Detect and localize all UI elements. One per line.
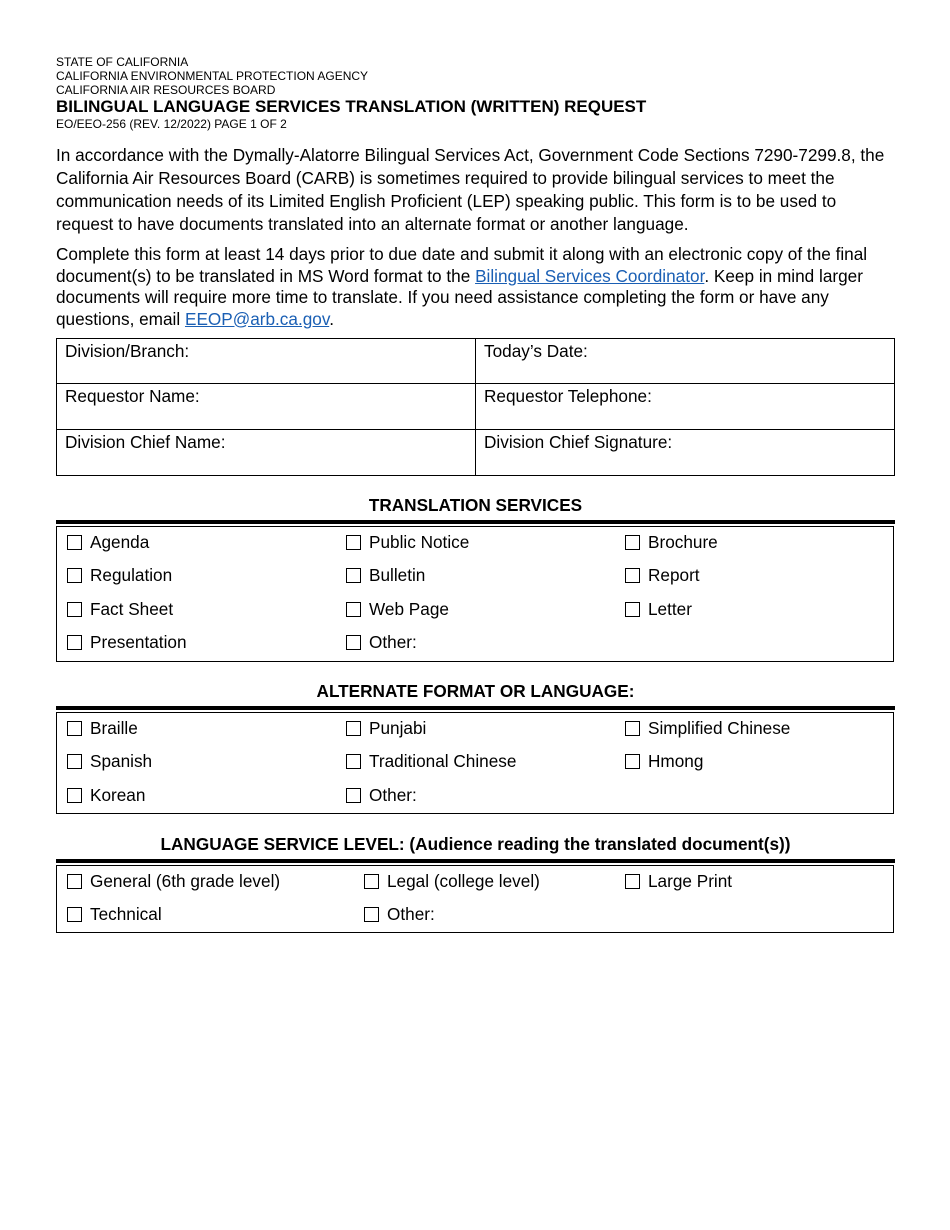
checkbox-large-print[interactable] (625, 874, 640, 889)
checkbox-level-other[interactable] (364, 907, 379, 922)
option-language-other-label: Other: (369, 785, 417, 805)
todays-date-label: Today’s Date: (484, 341, 588, 361)
option-fact-sheet-label: Fact Sheet (90, 599, 174, 619)
option-presentation[interactable] (67, 632, 187, 652)
option-large-print[interactable] (625, 871, 732, 891)
option-brochure-label: Brochure (648, 532, 718, 552)
option-level-other-label: Other: (387, 904, 435, 924)
intro-paragraph-2 (56, 244, 895, 330)
option-regulation[interactable] (67, 565, 172, 585)
checkbox-web-page[interactable] (346, 602, 361, 617)
option-level-other[interactable] (364, 904, 435, 924)
checkbox-public-notice[interactable] (346, 535, 361, 550)
checkbox-report[interactable] (625, 568, 640, 583)
option-hmong-label: Hmong (648, 751, 704, 771)
option-general-label: General (6th grade level) (90, 871, 281, 891)
checkbox-simplified-chinese[interactable] (625, 721, 640, 736)
option-simplified-chinese[interactable] (625, 718, 790, 738)
option-letter-label: Letter (648, 599, 692, 619)
intro-paragraph-2-part-2: . Keep in mind larger documents will require more time to translate. If you need assistance completing the form or have any questions, email (56, 265, 863, 329)
option-spanish-label: Spanish (90, 751, 153, 771)
agency-state: STATE OF CALIFORNIA (56, 55, 189, 69)
service-level-box (56, 865, 894, 933)
checkbox-hmong[interactable] (625, 754, 640, 769)
requestor-telephone-field[interactable] (476, 384, 895, 430)
option-general[interactable] (67, 871, 280, 891)
translation-services-box (56, 526, 894, 662)
intro-paragraph-2-part-1: Complete this form at least 14 days prior to due date and submit it along with an electronic copy of the final document(s) to be translated in MS Word format to the (56, 244, 868, 286)
option-traditional-chinese[interactable] (346, 751, 516, 771)
option-report[interactable] (625, 565, 700, 585)
checkbox-language-other[interactable] (346, 788, 361, 803)
option-agenda-label: Agenda (90, 532, 150, 552)
option-translation-other[interactable] (346, 632, 417, 652)
option-punjabi[interactable] (346, 718, 426, 738)
option-braille[interactable] (67, 718, 138, 738)
division-chief-signature-label: Division Chief Signature: (484, 432, 673, 452)
intro-paragraph-1: In accordance with the Dymally-Alatorre Bilingual Services Act, Government Code Sections 7290-7299.8, the California Air Resources Board (CARB) is sometimes required to provide bilingual services to meet the communication needs of its Limited English Proficient (LEP) speaking public. This form is to be used to request to have documents translated into an alternate format or another language. (56, 145, 885, 234)
division-chief-name-field[interactable] (57, 430, 476, 476)
division-branch-field[interactable] (57, 339, 476, 384)
option-public-notice-label: Public Notice (369, 532, 470, 552)
option-presentation-label: Presentation (90, 632, 187, 652)
checkbox-spanish[interactable] (67, 754, 82, 769)
requestor-name-label: Requestor Name: (65, 386, 200, 406)
option-legal-label: Legal (college level) (387, 871, 540, 891)
checkbox-punjabi[interactable] (346, 721, 361, 736)
checkbox-presentation[interactable] (67, 635, 82, 650)
service-level-section (56, 834, 895, 933)
checkbox-bulletin[interactable] (346, 568, 361, 583)
checkbox-general[interactable] (67, 874, 82, 889)
division-chief-signature-field[interactable] (476, 430, 895, 476)
checkbox-translation-other[interactable] (346, 635, 361, 650)
option-fact-sheet[interactable] (67, 599, 173, 619)
option-regulation-label: Regulation (90, 565, 173, 585)
option-bulletin[interactable] (346, 565, 425, 585)
option-language-other[interactable] (346, 785, 417, 805)
checkbox-technical[interactable] (67, 907, 82, 922)
option-korean-label: Korean (90, 785, 146, 805)
form-header (56, 55, 895, 132)
todays-date-field[interactable] (476, 339, 895, 384)
checkbox-fact-sheet[interactable] (67, 602, 82, 617)
option-large-print-label: Large Print (648, 871, 733, 891)
option-agenda[interactable] (67, 532, 149, 552)
option-web-page-label: Web Page (369, 599, 449, 619)
agency-calepa: CALIFORNIA ENVIRONMENTAL PROTECTION AGENCY (56, 69, 369, 83)
form-page (56, 55, 895, 933)
intro-paragraph-2-part-3: . (329, 308, 334, 329)
option-braille-label: Braille (90, 718, 138, 738)
alternate-format-section (56, 681, 895, 814)
option-punjabi-label: Punjabi (369, 718, 427, 738)
checkbox-regulation[interactable] (67, 568, 82, 583)
option-letter[interactable] (625, 599, 692, 619)
division-branch-label: Division/Branch: (65, 341, 190, 361)
option-korean[interactable] (67, 785, 145, 805)
translation-services-title: TRANSLATION SERVICES (368, 495, 583, 515)
alternate-format-title: ALTERNATE FORMAT OR LANGUAGE: (316, 681, 635, 701)
checkbox-legal[interactable] (364, 874, 379, 889)
option-web-page[interactable] (346, 599, 449, 619)
option-public-notice[interactable] (346, 532, 469, 552)
option-technical-label: Technical (90, 904, 162, 924)
checkbox-letter[interactable] (625, 602, 640, 617)
agency-carb: CALIFORNIA AIR RESOURCES BOARD (56, 83, 276, 97)
translation-services-section (56, 495, 895, 662)
requestor-info-table (56, 338, 895, 476)
checkbox-agenda[interactable] (67, 535, 82, 550)
checkbox-korean[interactable] (67, 788, 82, 803)
checkbox-traditional-chinese[interactable] (346, 754, 361, 769)
email-link[interactable]: EEOP@arb.ca.gov (184, 308, 330, 329)
option-report-label: Report (648, 565, 700, 585)
bilingual-coordinator-link[interactable]: Bilingual Services Coordinator (475, 265, 705, 286)
form-id: EO/EEO-256 (REV. 12/2022) PAGE 1 OF 2 (56, 117, 287, 131)
option-bulletin-label: Bulletin (369, 565, 426, 585)
service-level-title: LANGUAGE SERVICE LEVEL: (Audience reading the translated document(s)) (160, 834, 791, 854)
option-hmong[interactable] (625, 751, 703, 771)
alternate-format-box (56, 712, 894, 814)
option-spanish[interactable] (67, 751, 152, 771)
option-simplified-chinese-label: Simplified Chinese (648, 718, 791, 738)
option-translation-other-label: Other: (369, 632, 417, 652)
option-brochure[interactable] (625, 532, 718, 552)
option-technical[interactable] (67, 904, 162, 924)
option-traditional-chinese-label: Traditional Chinese (369, 751, 517, 771)
checkbox-braille[interactable] (67, 721, 82, 736)
requestor-name-field[interactable] (57, 384, 476, 430)
form-title: BILINGUAL LANGUAGE SERVICES TRANSLATION (WRITTEN) REQUEST (56, 97, 647, 116)
requestor-telephone-label: Requestor Telephone: (484, 386, 652, 406)
option-legal[interactable] (364, 871, 540, 891)
division-chief-name-label: Division Chief Name: (65, 432, 226, 452)
checkbox-brochure[interactable] (625, 535, 640, 550)
